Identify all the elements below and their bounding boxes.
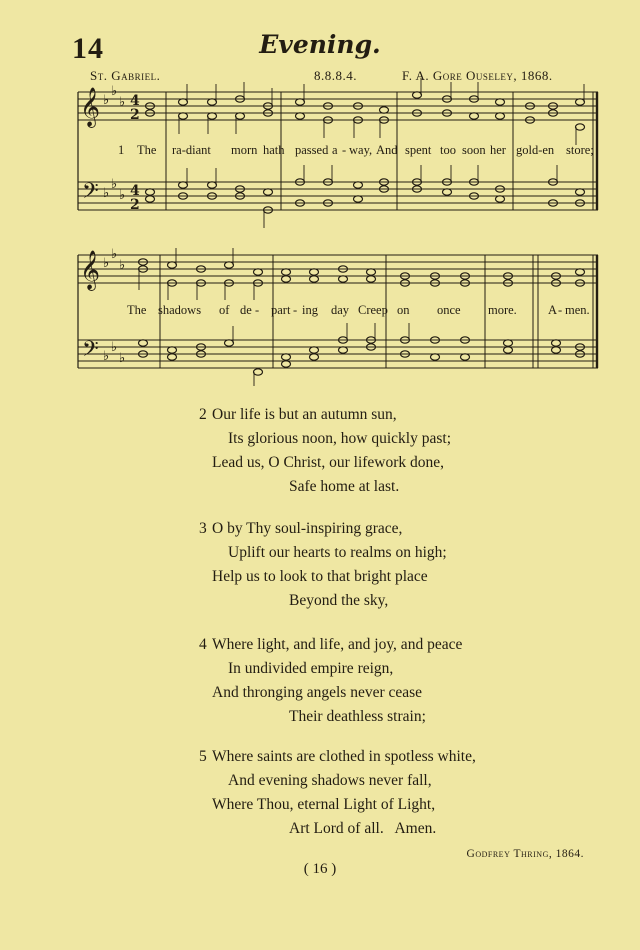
verse-line: O by Thy soul-inspiring grace, [212, 520, 403, 537]
lyric-syllable: her [490, 143, 506, 157]
lyric-syllable: - [293, 303, 298, 317]
svg-text:♭: ♭ [103, 256, 110, 271]
lyric-syllable: of [219, 303, 230, 317]
svg-text:2: 2 [130, 197, 140, 213]
system1-treble-staff [78, 92, 598, 120]
bass-clef-icon: 𝄢 [82, 179, 99, 209]
verse-line: Beyond the sky, [289, 592, 389, 609]
lyric-syllable: day [331, 303, 350, 317]
system1-bass-staff [78, 182, 598, 210]
lyric-syllable: - [342, 143, 347, 157]
lyrics-system1 [118, 143, 594, 157]
lyric-syllable: once [437, 303, 461, 317]
verse-number: 3 [199, 520, 207, 537]
lyric-syllable: part [271, 303, 291, 317]
lyric-syllable: store; [566, 143, 594, 157]
lyric-syllable: on [397, 303, 410, 317]
lyric-syllable: ing [302, 303, 318, 317]
svg-text:♭: ♭ [103, 93, 110, 108]
svg-text:♭: ♭ [111, 177, 118, 192]
treble-clef-icon: 𝄞 [80, 250, 101, 290]
lyric-syllable: passed [295, 143, 329, 157]
verse-line: Where Thou, eternal Light of Light, [212, 796, 436, 813]
verse-number: 5 [199, 748, 207, 765]
svg-text:4: 4 [130, 93, 140, 109]
verse-number: 2 [199, 406, 207, 423]
svg-text:♭: ♭ [103, 186, 110, 201]
lyric-syllable: The [127, 303, 147, 317]
music-score [0, 0, 640, 400]
svg-text:2: 2 [130, 107, 140, 123]
verse-line: Help us to look to that bright place [212, 568, 428, 585]
verse-line: Safe home at last. [289, 478, 400, 495]
lyric-syllable: shadows [158, 303, 202, 317]
lyrics-system2 [127, 303, 590, 317]
lyric-syllable: A [548, 303, 558, 317]
verse-number-1: 1 [118, 143, 125, 157]
lyric-syllable: - [558, 303, 563, 317]
svg-text:♭: ♭ [119, 188, 126, 203]
lyric-syllable: ra-diant [172, 143, 211, 157]
lyric-syllable: Creep [358, 303, 388, 317]
svg-text:♭: ♭ [111, 247, 118, 262]
verse-line: Lead us, O Christ, our lifework done, [212, 454, 445, 471]
key-signature-flats [103, 84, 125, 366]
hymn-title: Evening. [259, 30, 381, 59]
lyric-syllable: hath [263, 143, 285, 157]
verse-line: Where light, and life, and joy, and peace [212, 636, 463, 653]
lyric-syllable: - [255, 303, 260, 317]
svg-text:♭: ♭ [111, 84, 118, 99]
svg-text:♭: ♭ [119, 258, 126, 273]
verse-line: Its glorious noon, how quickly past; [228, 430, 452, 447]
tune-name: St. Gabriel. [90, 68, 161, 83]
lyric-syllable: soon [462, 143, 486, 157]
svg-text:♭: ♭ [103, 349, 110, 364]
page-number: ( 16 ) [303, 861, 337, 877]
verse-line: Uplift our hearts to realms on high; [228, 544, 447, 561]
svg-text:♭: ♭ [119, 351, 126, 366]
svg-text:4: 4 [130, 183, 140, 199]
verse-line: Their deathless strain; [289, 708, 426, 725]
text-author-credit: Godfrey Thring, 1864. [466, 848, 584, 860]
lyric-syllable: too [440, 143, 456, 157]
lyric-syllable: more. [488, 303, 517, 317]
bass-clef-icon: 𝄢 [82, 337, 99, 367]
verse-line: Art Lord of all. Amen. [289, 820, 437, 837]
verse-line: In undivided empire reign, [228, 660, 394, 677]
verse-line: And evening shadows never fall, [228, 772, 432, 789]
lyric-syllable: And [376, 143, 398, 157]
treble-clef-icon: 𝄞 [80, 87, 101, 127]
composer-credit: F. A. Gore Ouseley, 1868. [402, 68, 553, 83]
verse-number: 4 [199, 636, 207, 653]
meter: 8.8.8.4. [314, 68, 357, 83]
lyric-syllable: The [137, 143, 157, 157]
svg-text:♭: ♭ [119, 95, 126, 110]
lyric-syllable: way, [349, 143, 373, 157]
lyric-syllable: gold-en [516, 143, 555, 157]
hymn-number: 14 [72, 32, 104, 65]
lyric-syllable: morn [231, 143, 258, 157]
lyric-syllable: de [240, 303, 252, 317]
verse-line: And thronging angels never cease [212, 684, 423, 701]
lyric-syllable: spent [405, 143, 432, 157]
lyric-syllable: men. [565, 303, 590, 317]
verse-line: Where saints are clothed in spotless white, [212, 748, 476, 765]
verse-line: Our life is but an autumn sun, [212, 406, 397, 423]
lyric-syllable: a [332, 143, 338, 157]
system2-bass-staff [78, 340, 598, 368]
svg-text:♭: ♭ [111, 340, 118, 355]
